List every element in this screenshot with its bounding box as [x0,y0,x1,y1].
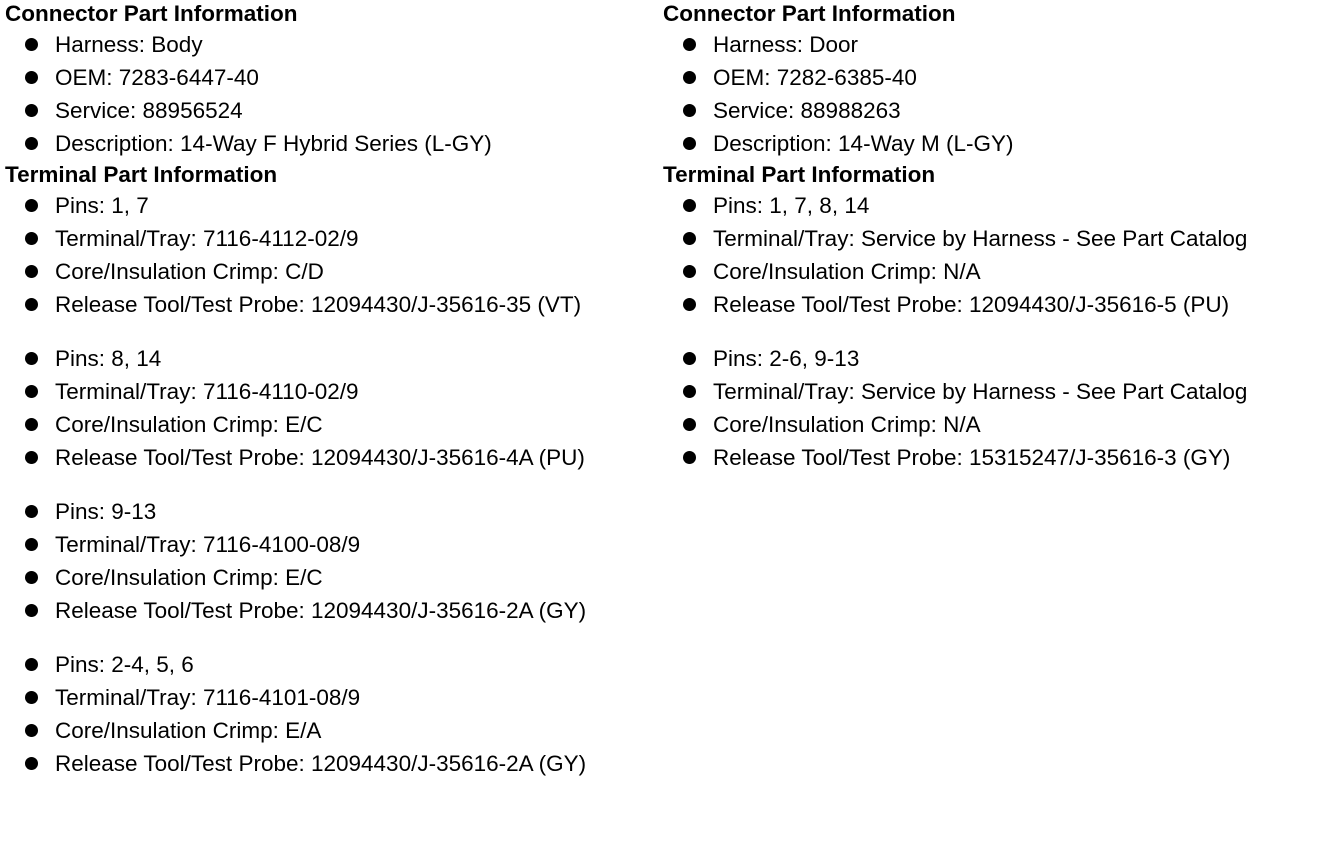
terminal-info-item [663,189,1323,222]
item-text: Core/Insulation Crimp: C/D [55,259,324,284]
item-text: Harness: Door [713,32,859,57]
bullet-icon [25,71,38,84]
bullet-icon [683,352,696,365]
bullet-icon [25,691,38,704]
terminal-info-item [663,255,1323,288]
terminal-info-item [5,528,655,561]
terminal-info-item [663,408,1323,441]
connector-info-item [663,127,1323,160]
terminal-info-item [5,342,655,375]
item-text: Release Tool/Test Probe: 12094430/J-35616-2A (GY) [55,751,587,776]
bullet-icon [25,265,38,278]
item-text: Core/Insulation Crimp: E/A [55,718,322,743]
item-text: Terminal/Tray: 7116-4110-02/9 [55,379,359,404]
item-text: Description: 14-Way F Hybrid Series (L-GY) [55,131,492,156]
item-text: Core/Insulation Crimp: E/C [55,412,323,437]
item-text: Release Tool/Test Probe: 15315247/J-35616-3 (GY) [713,445,1231,470]
terminal-heading: Terminal Part Information [663,162,936,187]
bullet-icon [25,538,38,551]
item-text: Service: 88956524 [55,98,243,123]
terminal-info-item [5,375,655,408]
bullet-icon [683,232,696,245]
item-text: Description: 14-Way M (L-GY) [713,131,1014,156]
item-text: Release Tool/Test Probe: 12094430/J-35616-35 (VT) [55,292,582,317]
item-text: Pins: 1, 7 [55,193,149,218]
bullet-icon [25,724,38,737]
item-text: OEM: 7283-6447-40 [55,65,259,90]
connector-info-item [663,94,1323,127]
terminal-info-item [5,681,655,714]
bullet-icon [25,658,38,671]
connector-info-item [663,61,1323,94]
bullet-icon [25,352,38,365]
bullet-icon [25,757,38,770]
item-text: Pins: 2-6, 9-13 [713,346,860,371]
bullet-icon [25,385,38,398]
item-text: Core/Insulation Crimp: E/C [55,565,323,590]
bullet-icon [25,298,38,311]
terminal-info-item [5,441,655,474]
terminal-group-list [5,648,655,780]
item-text: Pins: 9-13 [55,499,157,524]
bullet-icon [25,604,38,617]
terminal-info-item [5,714,655,747]
bullet-icon [683,298,696,311]
item-text: Core/Insulation Crimp: N/A [713,412,981,437]
connector-info-item [663,28,1323,61]
terminal-info-item [5,747,655,780]
right-column [663,0,1323,474]
item-text: Harness: Body [55,32,203,57]
bullet-icon [683,265,696,278]
bullet-icon [683,199,696,212]
bullet-icon [25,199,38,212]
item-text: Core/Insulation Crimp: N/A [713,259,981,284]
terminal-info-item [663,342,1323,375]
bullet-icon [25,418,38,431]
bullet-icon [683,451,696,464]
item-text: Terminal/Tray: Service by Harness - See Part Catalog [713,379,1248,404]
bullet-icon [683,418,696,431]
bullet-icon [25,505,38,518]
terminal-group-list [663,342,1323,474]
terminal-heading: Terminal Part Information [5,162,278,187]
item-text: Pins: 8, 14 [55,346,162,371]
terminal-info-item [5,222,655,255]
terminal-info-item [663,375,1323,408]
terminal-group-list [5,189,655,321]
bullet-icon [25,571,38,584]
bullet-icon [683,71,696,84]
terminal-group-list [5,342,655,474]
item-text: Terminal/Tray: 7116-4100-08/9 [55,532,361,557]
terminal-info-item [5,495,655,528]
bullet-icon [25,104,38,117]
bullet-icon [683,104,696,117]
terminal-group-list [5,495,655,627]
bullet-icon [683,385,696,398]
item-text: Service: 88988263 [713,98,901,123]
connector-info-list [5,28,655,160]
connector-info-item [5,28,655,61]
terminal-info-item [5,288,655,321]
bullet-icon [683,137,696,150]
item-text: Terminal/Tray: 7116-4101-08/9 [55,685,361,710]
item-text: Terminal/Tray: Service by Harness - See Part Catalog [713,226,1248,251]
bullet-icon [25,232,38,245]
item-text: Pins: 2-4, 5, 6 [55,652,194,677]
connector-info-item [5,94,655,127]
terminal-info-item [5,255,655,288]
terminal-info-item [5,594,655,627]
terminal-info-item [663,441,1323,474]
item-text: Release Tool/Test Probe: 12094430/J-35616-5 (PU) [713,292,1230,317]
item-text: Terminal/Tray: 7116-4112-02/9 [55,226,359,251]
terminal-info-item [5,189,655,222]
bullet-icon [683,38,696,51]
connector-info-list [663,28,1323,160]
item-text: OEM: 7282-6385-40 [713,65,917,90]
left-column [5,0,655,780]
item-text: Release Tool/Test Probe: 12094430/J-35616-2A (GY) [55,598,587,623]
terminal-group-list [663,189,1323,321]
terminal-info-item [5,648,655,681]
bullet-icon [25,451,38,464]
connector-heading: Connector Part Information [5,1,298,26]
bullet-icon [25,137,38,150]
terminal-info-item [5,408,655,441]
connector-heading: Connector Part Information [663,1,956,26]
item-text: Pins: 1, 7, 8, 14 [713,193,870,218]
terminal-info-item [663,222,1323,255]
connector-info-item [5,61,655,94]
terminal-info-item [663,288,1323,321]
connector-info-item [5,127,655,160]
terminal-info-item [5,561,655,594]
item-text: Release Tool/Test Probe: 12094430/J-35616-4A (PU) [55,445,585,470]
bullet-icon [25,38,38,51]
